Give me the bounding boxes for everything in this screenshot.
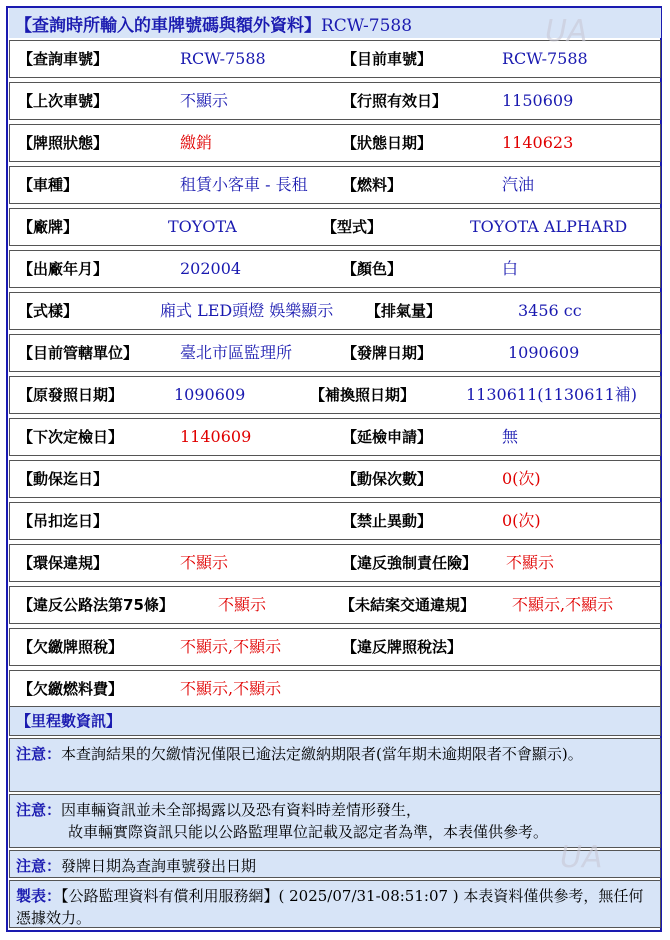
field-value: 不顯示 <box>506 553 555 572</box>
info-row <box>9 544 661 582</box>
field-value: 不顯示 <box>180 553 229 572</box>
note-arrears <box>9 738 661 792</box>
field-label: 【違反牌照稅法】 <box>342 638 463 656</box>
field-label: 【吊扣迄日】 <box>18 512 109 530</box>
field-label: 【車種】 <box>18 176 79 194</box>
field-value: 1140609 <box>180 427 252 446</box>
query-title-prefix: 【查詢時所輸入的車牌號碼與額外資料】 <box>15 16 321 36</box>
info-row <box>9 208 661 246</box>
note-text: 【公路監理資料有償利用服務網】( 2025/07/31-08:51:07 ) 本表資料僅供參考，無任何憑據效力。 <box>16 887 644 927</box>
info-row <box>9 460 661 498</box>
field-value: 白 <box>502 259 519 278</box>
note-text: 因車輛資訊並未全部揭露以及恐有資料時差情形發生， <box>61 801 422 819</box>
field-value: 1140623 <box>502 133 574 152</box>
field-value: 0(次) <box>502 511 541 530</box>
field-label: 【欠繳燃料費】 <box>18 680 124 698</box>
field-label: 【上次車號】 <box>18 92 109 110</box>
field-value: 不顯示,不顯示 <box>512 595 614 614</box>
field-label: 【目前管轄單位】 <box>18 344 139 362</box>
field-label: 【牌照狀態】 <box>18 134 109 152</box>
field-label: 【型式】 <box>322 218 383 236</box>
field-value: TOYOTA ALPHARD <box>470 217 628 236</box>
note-key: 注意： <box>16 745 62 763</box>
info-row <box>9 292 661 330</box>
field-value: 1090609 <box>174 385 246 404</box>
info-row <box>9 166 661 204</box>
field-value: RCW-7588 <box>180 49 266 68</box>
note-text: 本查詢結果的欠繳情況僅限已逾法定繳納期限者(當年期未逾期限者不會顯示)。 <box>61 745 583 763</box>
field-label: 【下次定檢日】 <box>18 428 124 446</box>
field-value: 不顯示,不顯示 <box>180 637 282 656</box>
field-label: 【發牌日期】 <box>342 344 433 362</box>
note-key: 注意： <box>16 801 62 819</box>
field-label: 【燃料】 <box>342 176 403 194</box>
field-value: 不顯示 <box>218 595 267 614</box>
info-row <box>9 502 661 540</box>
field-label: 【狀態日期】 <box>342 134 433 152</box>
field-label: 【廠牌】 <box>18 218 79 236</box>
note-text: 發牌日期為查詢車號發出日期 <box>61 857 257 875</box>
field-value: TOYOTA <box>168 217 237 236</box>
note-generated-by <box>9 880 661 928</box>
watermark-logo: UA <box>560 840 603 875</box>
field-label: 【查詢車號】 <box>18 50 109 68</box>
field-label: 【目前車號】 <box>342 50 433 68</box>
info-row <box>9 628 661 666</box>
field-label: 【動保次數】 <box>342 470 433 488</box>
field-value: 汽油 <box>502 175 535 194</box>
note-key: 注意： <box>16 857 62 875</box>
field-value: 繳銷 <box>180 133 213 152</box>
field-value: 202004 <box>180 259 242 278</box>
field-label: 【延檢申請】 <box>342 428 433 446</box>
field-label: 【行照有效日】 <box>342 92 448 110</box>
field-label: 【排氣量】 <box>366 302 442 320</box>
field-label: 【環保違規】 <box>18 554 109 572</box>
info-row <box>9 334 661 372</box>
field-value: 不顯示,不顯示 <box>180 679 282 698</box>
field-value: RCW-7588 <box>502 49 588 68</box>
field-value: 3456 cc <box>518 301 582 320</box>
field-label: 【違反公路法第75條】 <box>18 596 174 614</box>
field-value: 不顯示 <box>180 91 229 110</box>
info-row <box>9 586 661 624</box>
note-text-line2: 故車輛實際資訊只能以公路監理單位記載及認定者為準，本表僅供參考。 <box>68 823 549 841</box>
info-row <box>9 82 661 120</box>
field-label: 【動保迄日】 <box>18 470 109 488</box>
field-value: 臺北市區監理所 <box>180 343 293 362</box>
field-value: 無 <box>502 427 519 446</box>
field-value: 0(次) <box>502 469 541 488</box>
watermark-logo: UA <box>545 14 588 49</box>
info-row <box>9 418 661 456</box>
field-value: 1150609 <box>502 91 574 110</box>
field-value: 租賃小客車 - 長租 <box>180 175 308 194</box>
field-label: 【原發照日期】 <box>18 386 124 404</box>
field-label: 【未結案交通違規】 <box>340 596 476 614</box>
mileage-section-header: 【里程數資訊】 <box>9 706 661 736</box>
info-row <box>9 250 661 288</box>
field-value: 廂式 LED頭燈 娛樂顯示 <box>160 301 334 320</box>
field-label: 【出廠年月】 <box>18 260 109 278</box>
field-label: 【補換照日期】 <box>310 386 416 404</box>
note-key: 製表： <box>16 887 62 905</box>
info-row <box>9 124 661 162</box>
info-row <box>9 376 661 414</box>
field-label: 【違反強制責任險】 <box>342 554 478 572</box>
field-label: 【式樣】 <box>18 302 79 320</box>
field-label: 【欠繳牌照稅】 <box>18 638 124 656</box>
field-value: 1090609 <box>508 343 580 362</box>
info-row <box>9 670 661 708</box>
query-title-plate: RCW-7588 <box>321 16 413 36</box>
field-label: 【禁止異動】 <box>342 512 433 530</box>
field-label: 【顏色】 <box>342 260 403 278</box>
field-value: 1130611(1130611補) <box>466 385 638 404</box>
